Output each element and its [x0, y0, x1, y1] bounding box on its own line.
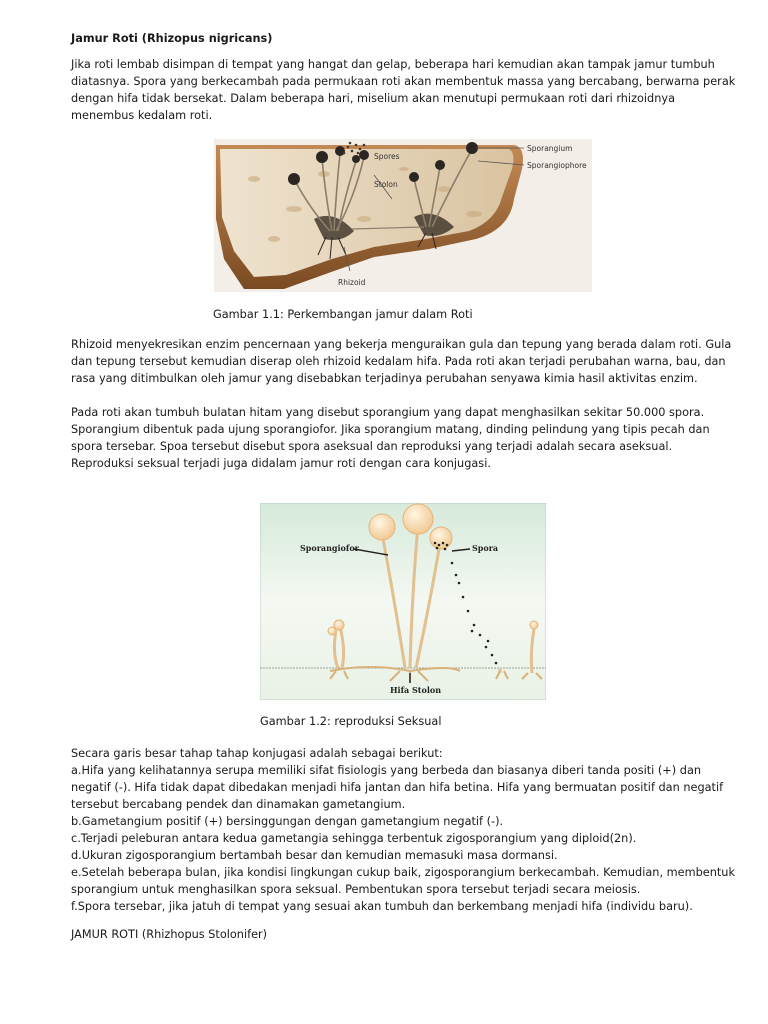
figure-bread-mold — [214, 139, 592, 292]
footer-heading: JAMUR ROTI (Rhizhopus Stolonifer) — [71, 928, 268, 941]
label-rhizoid: Rhizoid — [338, 278, 366, 287]
konjugasi-steps — [71, 745, 736, 915]
paragraph-intro: Jika roti lembab disimpan di tempat yang hangat dan gelap, beberapa hari kemudian akan tampak jamur tumbuh diatasnya. Spora yang berkecambah pada permukaan roti akan membentuk massa yang bercabang, berwarna perak dengan hifa tidak bersekat. Dalam beberapa hari, miselium akan menutupi permukaan roti dari rhizoidnya menembus kedalam roti. — [71, 58, 736, 122]
label-sporangiofor: Sporangiofor — [300, 543, 359, 553]
label-sporangium: Sporangium — [527, 144, 573, 153]
label-sporangiophore: Sporangiophore — [527, 161, 587, 170]
paragraph-rhizoid: Rhizoid menyekresikan enzim pencernaan yang bekerja menguraikan gula dan tepung yang berada dalam roti. Gula dan tepung tersebut kemudian diserap oleh rhizoid kedalam hifa. Pada roti akan terjadi perubahan warna, bau, dan rasa yang ditimbulkan oleh jamur yang disebabkan terjadinya perubahan senyawa kimia hasil aktivitas enzim. — [71, 338, 732, 385]
figure2-caption: Gambar 1.2: reproduksi Seksual — [260, 715, 442, 728]
small-sporangium-2 — [328, 627, 336, 635]
step-e: e.Setelah beberapa bulan, jika kondisi lingkungan cukup baik, zigosporangium berkecambah. Kemudian, membentuk sporangium untuk menghasilkan spora seksual. Pembentukan spora tersebut terjadi secara meiosis. — [71, 866, 736, 896]
step-b: b.Gametangium positif (+) bersinggungan dengan gametangium negatif (-). — [71, 815, 504, 828]
small-sporangium-3 — [530, 621, 538, 629]
sporangium-left — [369, 514, 395, 540]
label-hifa-stolon: Hifa Stolon — [390, 685, 442, 695]
label-stolon: Stolon — [374, 180, 398, 189]
step-f: f.Spora tersebar, jika jatuh di tempat yang sesuai akan tumbuh dan berkembang menjadi hifa (individu baru). — [71, 900, 693, 913]
label-spora: Spora — [472, 543, 499, 553]
heading: Jamur Roti (Rhizopus nigricans) — [71, 32, 273, 45]
step-c: c.Terjadi peleburan antara kedua gametangia sehingga terbentuk zigosporangium yang diploid(2n). — [71, 832, 637, 845]
steps-intro: Secara garis besar tahap tahap konjugasi adalah sebagai berikut: — [71, 747, 443, 760]
paragraph-sporangium: Pada roti akan tumbuh bulatan hitam yang disebut sporangium yang dapat menghasilkan sekitar 50.000 spora. Sporangium dibentuk pada ujung sporangiofor. Jika sporangium matang, dinding pelindung yang tipis pecah dan spora tersebar. Spoa tersebut disebut spora aseksual dan reproduksi yang terjadi adalah secara aseksual. Reproduksi seksual terjadi juga didalam jamur roti dengan cara konjugasi. — [71, 406, 710, 470]
sporangium-middle — [403, 504, 433, 534]
sporangium-right — [430, 527, 452, 549]
label-spores: Spores — [374, 152, 400, 161]
figure1-caption: Gambar 1.1: Perkembangan jamur dalam Roti — [213, 308, 473, 321]
step-d: d.Ukuran zigosporangium bertambah besar dan kemudian memasuki masa dormansi. — [71, 849, 558, 862]
step-a: a.Hifa yang kelihatannya serupa memiliki sifat fisiologis yang berbeda dan biasanya diberi tanda positi (+) dan negatif (-). Hifa tidak dapat dibedakan menjadi hifa jantan dan hifa betina. Hifa yang bermuatan positif dan negatif tersebut bercabang pendek dan dinamakan gametangium. — [71, 764, 724, 811]
figure-sporangiophore — [260, 503, 546, 700]
